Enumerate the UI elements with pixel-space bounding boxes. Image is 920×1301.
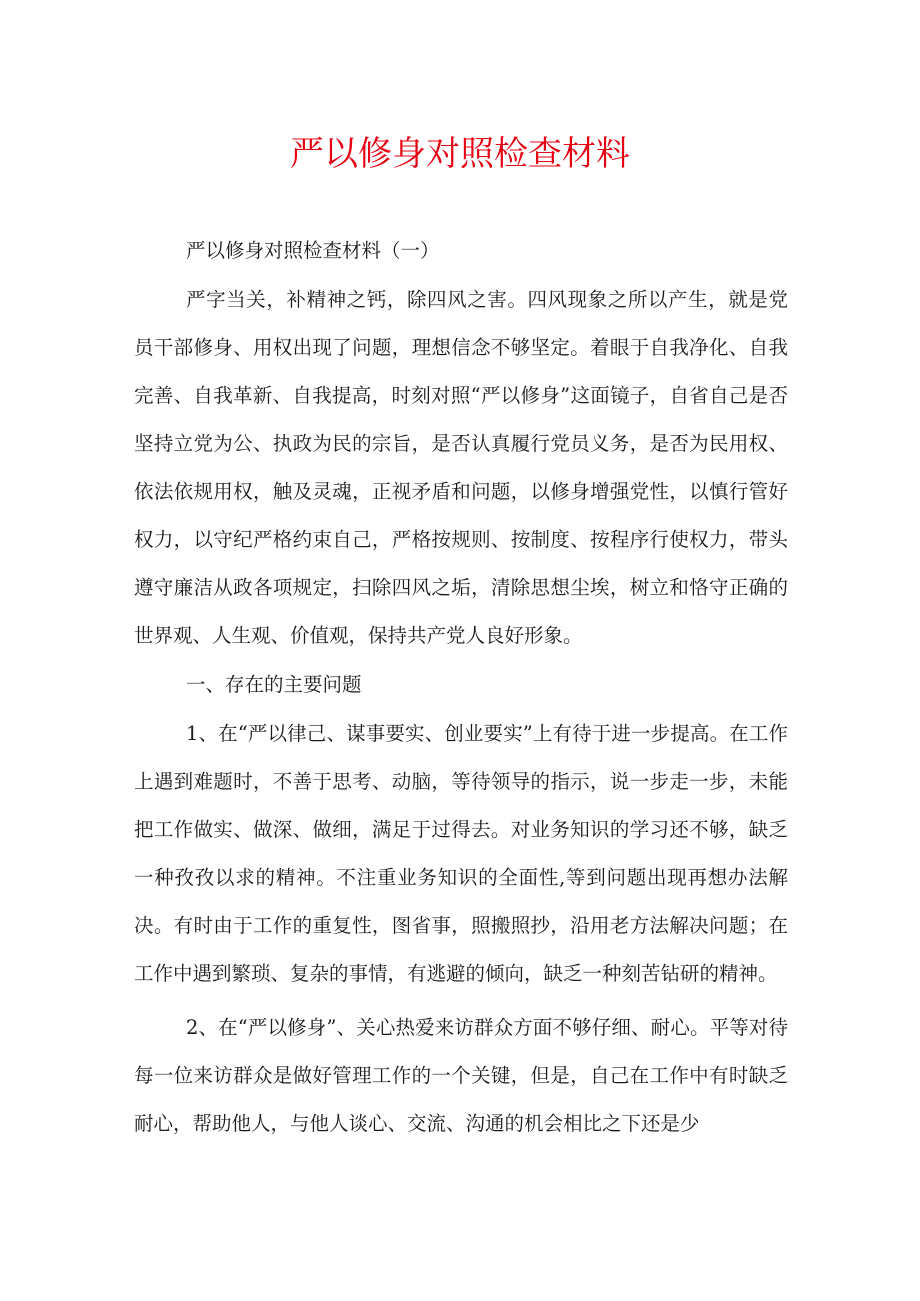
- problem-2-paragraph: 2、在“严以修身”、关心热爱来访群众方面不够仔细、耐心。平等对待每一位来访群众是做好管理工作的一个关键，但是，自己在工作中有时缺乏耐心，帮助他人，与他人谈心、交流、沟通的机会相比之下还是少: [134, 1016, 788, 1135]
- document-title: 严以修身对照检查材料: [290, 134, 630, 174]
- problems-heading: 一、存在的主要问题: [186, 673, 362, 696]
- document-body: [134, 227, 788, 1148]
- section-heading: 严以修身对照检查材料（一）: [186, 239, 440, 262]
- problem-1-paragraph: 1、在“严以律己、谋事要实、创业要实”上有待于进一步提高。在工作上遇到难题时，不善于思考、动脑，等待领导的指示，说一步走一步，未能把工作做实、做深、做细，满足于过得去。对业务知识的学习还不够，缺乏一种孜孜以求的精神。不注重业务知识的全面性,等到问题出现再想办法解决。有时由于工作的重复性，图省事，照搬照抄，沿用老方法解决问题；在工作中遇到繁琐、复杂的事情，有逃避的倾向，缺乏一种刻苦钻研的精神。: [134, 722, 788, 985]
- intro-paragraph: 严字当关，补精神之钙，除四风之害。四风现象之所以产生，就是党员干部修身、用权出现了问题，理想信念不够坚定。着眼于自我净化、自我完善、自我革新、自我提高，时刻对照“严以修身”这面镜子，自省自己是否坚持立党为公、执政为民的宗旨，是否认真履行党员义务，是否为民用权、依法依规用权，触及灵魂，正视矛盾和问题，以修身增强党性，以慎行管好权力，以守纪严格约束自己，严格按规则、按制度、按程序行使权力，带头遵守廉洁从政各项规定，扫除四风之垢，清除思想尘埃，树立和恪守正确的世界观、人生观、价值观，保持共产党人良好形象。: [134, 288, 788, 647]
